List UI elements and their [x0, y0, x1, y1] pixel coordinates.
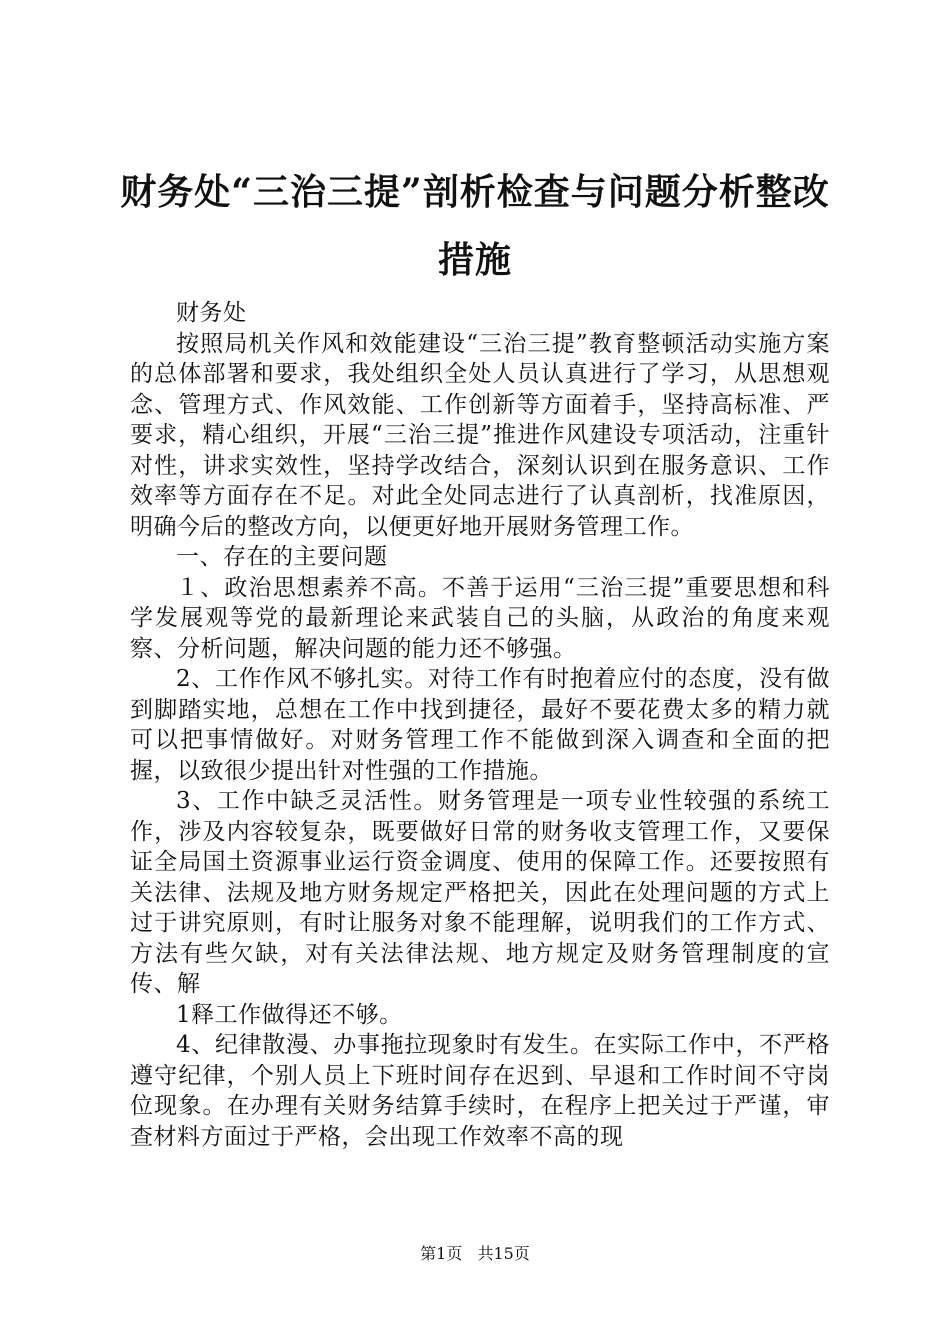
page-footer	[0, 1243, 950, 1265]
department-name: 财务处	[176, 300, 247, 326]
document-title: 财务处“三治三提”剖析检查与问题分析整改措施	[120, 171, 830, 281]
problem-item-2: 2、工作作风不够扎实。对待工作有时抱着应付的态度，没有做到脚踏实地，总想在工作中找到捷径，最好不要花费太多的精力就可以把事情做好。对财务管理工作不能做到深入调查和全面的把握，以致很少提出针对性强的工作措施。	[130, 666, 830, 784]
intro-paragraph: 按照局机关作风和效能建设“三治三提”教育整顿活动实施方案的总体部署和要求，我处组织全处人员认真进行了学习，从思想观念、管理方式、作风效能、工作创新等方面着手，坚持高标准、严要求，精心组织，开展“三治三提”推进作风建设专项活动，注重针对性，讲求实效性，坚持学改结合，深刻认识到在服务意识、工作效率等方面存在不足。对此全处同志进行了认真剖析，找准原因，明确今后的整改方向，以便更好地开展财务管理工作。	[130, 330, 830, 540]
problem-item-3: 3、工作中缺乏灵活性。财务管理是一项专业性较强的系统工作，涉及内容较复杂，既要做好日常的财务收支管理工作，又要保证全局国土资源事业运行资金调度、使用的保障工作。还要按照有关法律、法规及地方财务规定严格把关，因此在处理问题的方式上过于讲究原则，有时让服务对象不能理解，说明我们的工作方式、方法有些欠缺，对有关法律法规、地方规定及财务管理制度的宣传、解	[130, 788, 830, 997]
problem-item-1: １、政治思想素养不高。不善于运用“三治三提”重要思想和科学发展观等党的最新理论来武装自己的头脑，从政治的角度来观察、分析问题，解决问题的能力还不够强。	[130, 574, 830, 662]
problem-item-4: 4、纪律散漫、办事拖拉现象时有发生。在实际工作中，不严格遵守纪律，个别人员上下班时间存在迟到、早退和工作时间不守岗位现象。在办理有关财务结算手续时，在程序上把关过于严谨，审查材料方面过于严格，会出现工作效率不高的现	[130, 1032, 830, 1150]
problem-item-3-continued: 1释工作做得还不够。	[176, 1001, 403, 1028]
page-total: 共15页	[477, 1244, 530, 1263]
document-body	[130, 298, 830, 1152]
section-heading: 一、存在的主要问题	[176, 544, 388, 570]
page-number: 第1页	[420, 1244, 463, 1263]
